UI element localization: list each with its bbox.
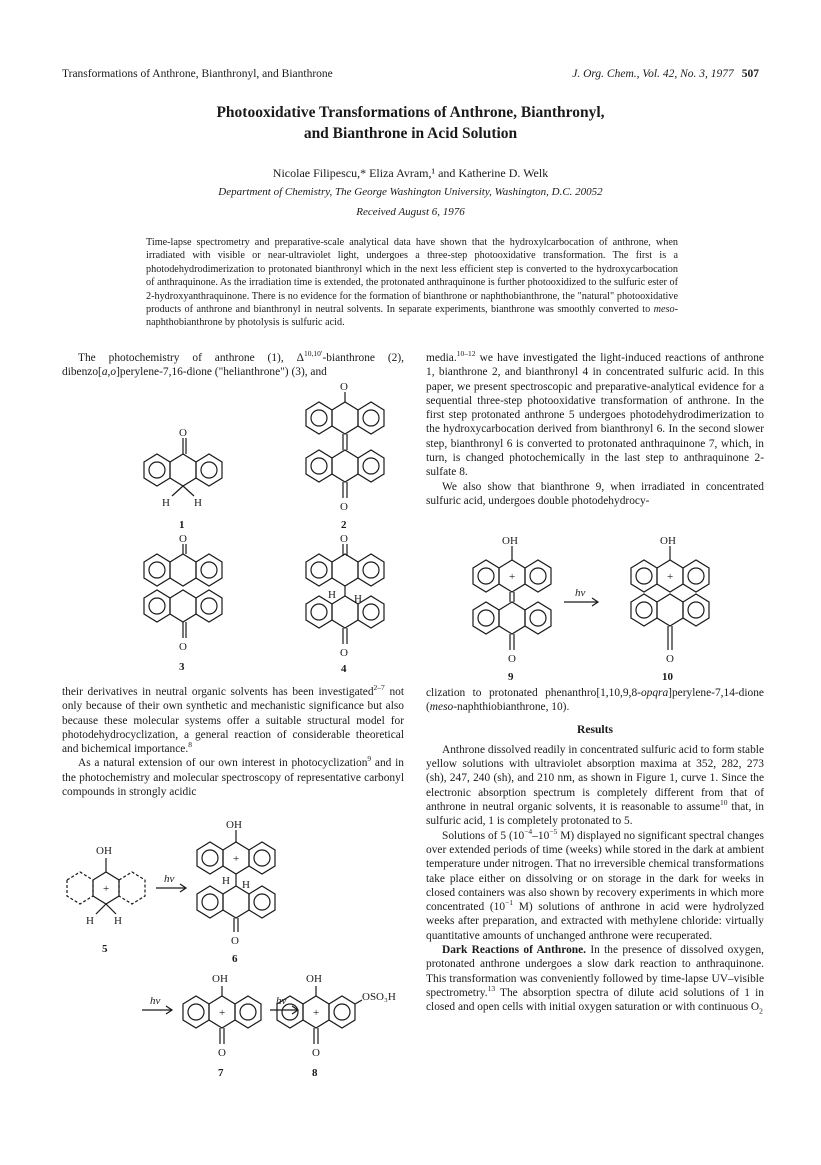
- atom-label-o: O: [666, 653, 674, 665]
- charge-plus: +: [313, 1007, 320, 1019]
- atom-label-o: O: [179, 427, 187, 439]
- structure-1-anthrone: [144, 438, 222, 496]
- title-line-2: and Bianthrone in Acid Solution: [303, 125, 518, 142]
- atom-label-oso3h: OSO₃H: [362, 991, 396, 1003]
- article-title: [60, 102, 761, 144]
- text: The absorption spectra of dilute acid solutions of 1 in closed and open cells with initial oxygen saturation or with continuous O: [426, 986, 764, 1014]
- compound-number: 1: [179, 519, 185, 531]
- structure-9-bianthrone-protonated: [473, 546, 551, 650]
- structures-1-to-4: [62, 381, 404, 680]
- superscript: 10: [720, 798, 728, 808]
- atom-label-h: H: [114, 915, 122, 927]
- atom-label-oh: OH: [212, 973, 228, 985]
- atom-label-o: O: [340, 647, 348, 659]
- charge-plus: +: [103, 883, 110, 895]
- compound-number: 8: [312, 1067, 318, 1079]
- compound-number: 6: [232, 953, 238, 965]
- superscript: −4: [524, 826, 533, 836]
- compound-number: 5: [102, 943, 108, 955]
- text: their derivatives in neutral organic solvents has been investigated: [62, 686, 374, 698]
- column-2-intro: [426, 351, 764, 508]
- abstract-meso: meso: [653, 304, 675, 316]
- atom-label-h: H: [222, 875, 230, 887]
- paragraph: [62, 685, 404, 756]
- superscript: 8: [188, 740, 192, 750]
- structure-6-protonated-bianthronyl: [197, 830, 275, 932]
- atom-label-o: O: [179, 641, 187, 653]
- received-date: Received August 6, 1976: [356, 206, 465, 218]
- italic-text: opqra: [640, 687, 669, 699]
- charge-plus: +: [219, 1007, 226, 1019]
- atom-label-h: H: [354, 593, 362, 605]
- superscript: 2–7: [373, 683, 385, 693]
- atom-label-o: O: [218, 1047, 226, 1059]
- atom-label-h: H: [162, 497, 170, 509]
- abstract-text-1: Time-lapse spectrometry and preparative-scale analytical data have shown that the hydroxylcarbocation of anthrone, when irradiated with visible or near-ultraviolet light, undergoes a three-step photooxidative transformation. The first is a photodehydrodimerization to protonated bianthronyl which in the next less efficient step is converted to the hydroxycarbocation of anthraquinone. As the irradiation time is extended, the protonated anthraquinone is further photooxidized to the sulfuric ester of 2-hydroxyanthraquinone. There is no evidence for the formation of bianthrone or naphthobianthrone, the "natural" photooxidative products of anthrone and bianthronyl in neutral solvents. In separate experiments, bianthrone was smoothly converted to: [146, 237, 678, 316]
- hv-label: hν: [575, 587, 586, 599]
- affiliation: Department of Chemistry, The George Washington University, Washington, D.C. 20052: [218, 186, 603, 198]
- compound-number: 2: [341, 519, 347, 531]
- hv-label: hν: [164, 873, 175, 885]
- atom-label-oh: OH: [226, 819, 242, 831]
- atom-label-o: O: [340, 533, 348, 545]
- text: The photochemistry of anthrone (1), Δ: [78, 352, 304, 364]
- atom-label-h: H: [328, 589, 336, 601]
- hv-label: hν: [150, 995, 161, 1007]
- atom-label-oh: OH: [502, 535, 518, 547]
- italic-text: meso: [429, 701, 454, 714]
- atom-label-oh: OH: [96, 845, 112, 857]
- atom-label-o: O: [179, 533, 187, 545]
- atom-label-o: O: [340, 501, 348, 513]
- running-title: Transformations of Anthrone, Bianthronyl, and Bianthrone: [62, 68, 333, 80]
- atom-label-h: H: [86, 915, 94, 927]
- compound-number: 7: [218, 1067, 224, 1079]
- text: ]perylene-7,14-dione (: [426, 687, 764, 714]
- superscript: 13: [487, 984, 496, 994]
- column-1-body: [62, 685, 404, 799]
- subscript: 2: [759, 1006, 763, 1016]
- text: –10: [532, 829, 550, 842]
- atom-label-oh: OH: [660, 535, 676, 547]
- structure-2-bianthrone: [306, 392, 384, 498]
- structure-3-helianthrone: [144, 544, 222, 638]
- italic-text: a,o: [101, 366, 117, 379]
- page-number: 507: [741, 68, 759, 80]
- structure-10-meso-naphthobianthrone: [631, 546, 709, 650]
- text: and in the photochemistry and molecular spectroscopy of representative carbonyl compounds in strongly acidic: [62, 757, 404, 799]
- title-line-1: Photooxidative Transformations of Anthrone, Bianthronyl,: [216, 104, 605, 121]
- text: -naphthiobianthrone, 10).: [453, 701, 570, 714]
- atom-label-h: H: [242, 879, 250, 891]
- column-1-intro: [62, 351, 404, 380]
- paragraph: [426, 943, 764, 1014]
- text: not only because of their own synthetic and mechanistic significance but also because these molecular systems offer a suitable structural model for photodehydrocyclization, a general reaction of considerable theoretical and bichemical importance.: [62, 686, 405, 756]
- paragraph: [62, 756, 404, 799]
- superscript: −1: [505, 898, 514, 908]
- abstract: [146, 236, 678, 330]
- superscript: −5: [549, 826, 558, 836]
- atom-label-o: O: [340, 381, 348, 393]
- text: Anthrone dissolved readily in concentrated sulfuric acid to form stable yellow solutions with ultraviolet absorption maxima at 352, 282, 273 (sh), 247, 240 (sh), and 210 nm, as shown in Figure 1, curve 1. Since the electronic absorption spectrum is completely different from that of anthrone in neutral organic solvents, it is reasonable to assume: [426, 743, 764, 814]
- text: clization to protonated phenanthro[1,10,9,8-: [426, 687, 641, 699]
- compound-number: 10: [662, 671, 673, 683]
- text: -bianthrone (2), dibenzo[: [62, 352, 404, 379]
- superscript: 9: [367, 754, 372, 764]
- atom-label-oh: OH: [306, 973, 322, 985]
- paragraph: [426, 686, 764, 715]
- text: M) displayed no significant spectral changes over extended periods of time (weeks) while stored in the dark at ambient temperature under nitrogen. That no irreversible chemical transformations take place either on dissolving or on storage in the dark for weeks in closed containers was also shown by recovery experiments in which more concentrated (10: [426, 829, 764, 914]
- compound-number: 9: [508, 671, 514, 683]
- compound-number: 4: [341, 663, 347, 675]
- atom-label-o: O: [508, 653, 516, 665]
- paragraph: [426, 743, 764, 829]
- paragraph: [62, 351, 404, 380]
- text: Solutions of 5 (10: [442, 829, 525, 842]
- authors: Nicolae Filipescu,* Eliza Avram,¹ and Katherine D. Welk: [272, 166, 549, 180]
- structures-9-to-10: [440, 535, 760, 683]
- journal-name: J. Org. Chem., Vol. 42, No. 3, 1977: [572, 68, 734, 80]
- atom-label-o: O: [231, 935, 239, 947]
- paragraph: [426, 826, 765, 943]
- text: In the presence of dissolved oxygen, protonated anthrone undergoes a slow dark reaction to anthraquinone. This transformation was conveniently followed by time-lapse UV–visible spectrometry.: [426, 944, 764, 999]
- paragraph: We also show that bianthrone 9, when irradiated in concentrated sulfuric acid, undergoes double photodehydrocy-: [426, 480, 764, 507]
- journal-citation: [572, 68, 759, 80]
- compound-number: 3: [179, 661, 185, 673]
- superscript: 10,10′: [303, 349, 323, 359]
- superscript: 10–12: [456, 349, 476, 359]
- text: M) solutions of anthrone in acid were hydrolyzed weeks after preparation, and extracted with methylene chloride: virtually quantitative amounts of unchanged anthrone were recuperated.: [426, 901, 765, 942]
- run-in-heading: Dark Reactions of Anthrone.: [442, 944, 587, 957]
- text: As a natural extension of our own interest in photocyclization: [78, 757, 368, 770]
- text: ]perylene-7,16-dione ("helianthrone") (3), and: [116, 366, 327, 379]
- atom-label-h: H: [194, 497, 202, 509]
- abstract-text-2: -naphthobianthrone by photolysis is sulfuric acid.: [146, 304, 678, 329]
- text: that, in sulfuric acid, 1 is completely protonated to 5.: [426, 801, 764, 828]
- structures-5-to-8: [62, 818, 404, 1114]
- hv-label: hν: [276, 995, 287, 1007]
- charge-plus: +: [509, 571, 516, 583]
- structure-4-bianthronyl: [306, 544, 384, 644]
- paragraph: [426, 351, 764, 480]
- section-heading-results: Results: [576, 722, 614, 736]
- charge-plus: +: [233, 853, 240, 865]
- charge-plus: +: [667, 571, 674, 583]
- text: we have investigated the light-induced reactions of anthrone 1, bianthrone 2, and bianthronyl 4 in concentrated sulfuric acid. In this paper, we present spectroscopic and preparative-analytical evidence for a sequential three-step photooxidative transformation of anthrone. In the first step protonated anthrone 5 undergoes photodehydrodimerization to the hydroxycarbocation derived from bianthronyl 6. In the second slower step, bianthronyl 6 is converted to protonated anthraquinone 7, which, in turn, is changed photochemically in the last step to anthraquinone 2-sulfate 8.: [426, 352, 764, 479]
- structure-8-anthraquinone-sulfate: [277, 986, 362, 1044]
- column-2-body: [426, 686, 764, 1015]
- atom-label-o: O: [312, 1047, 320, 1059]
- text: media.: [426, 352, 457, 364]
